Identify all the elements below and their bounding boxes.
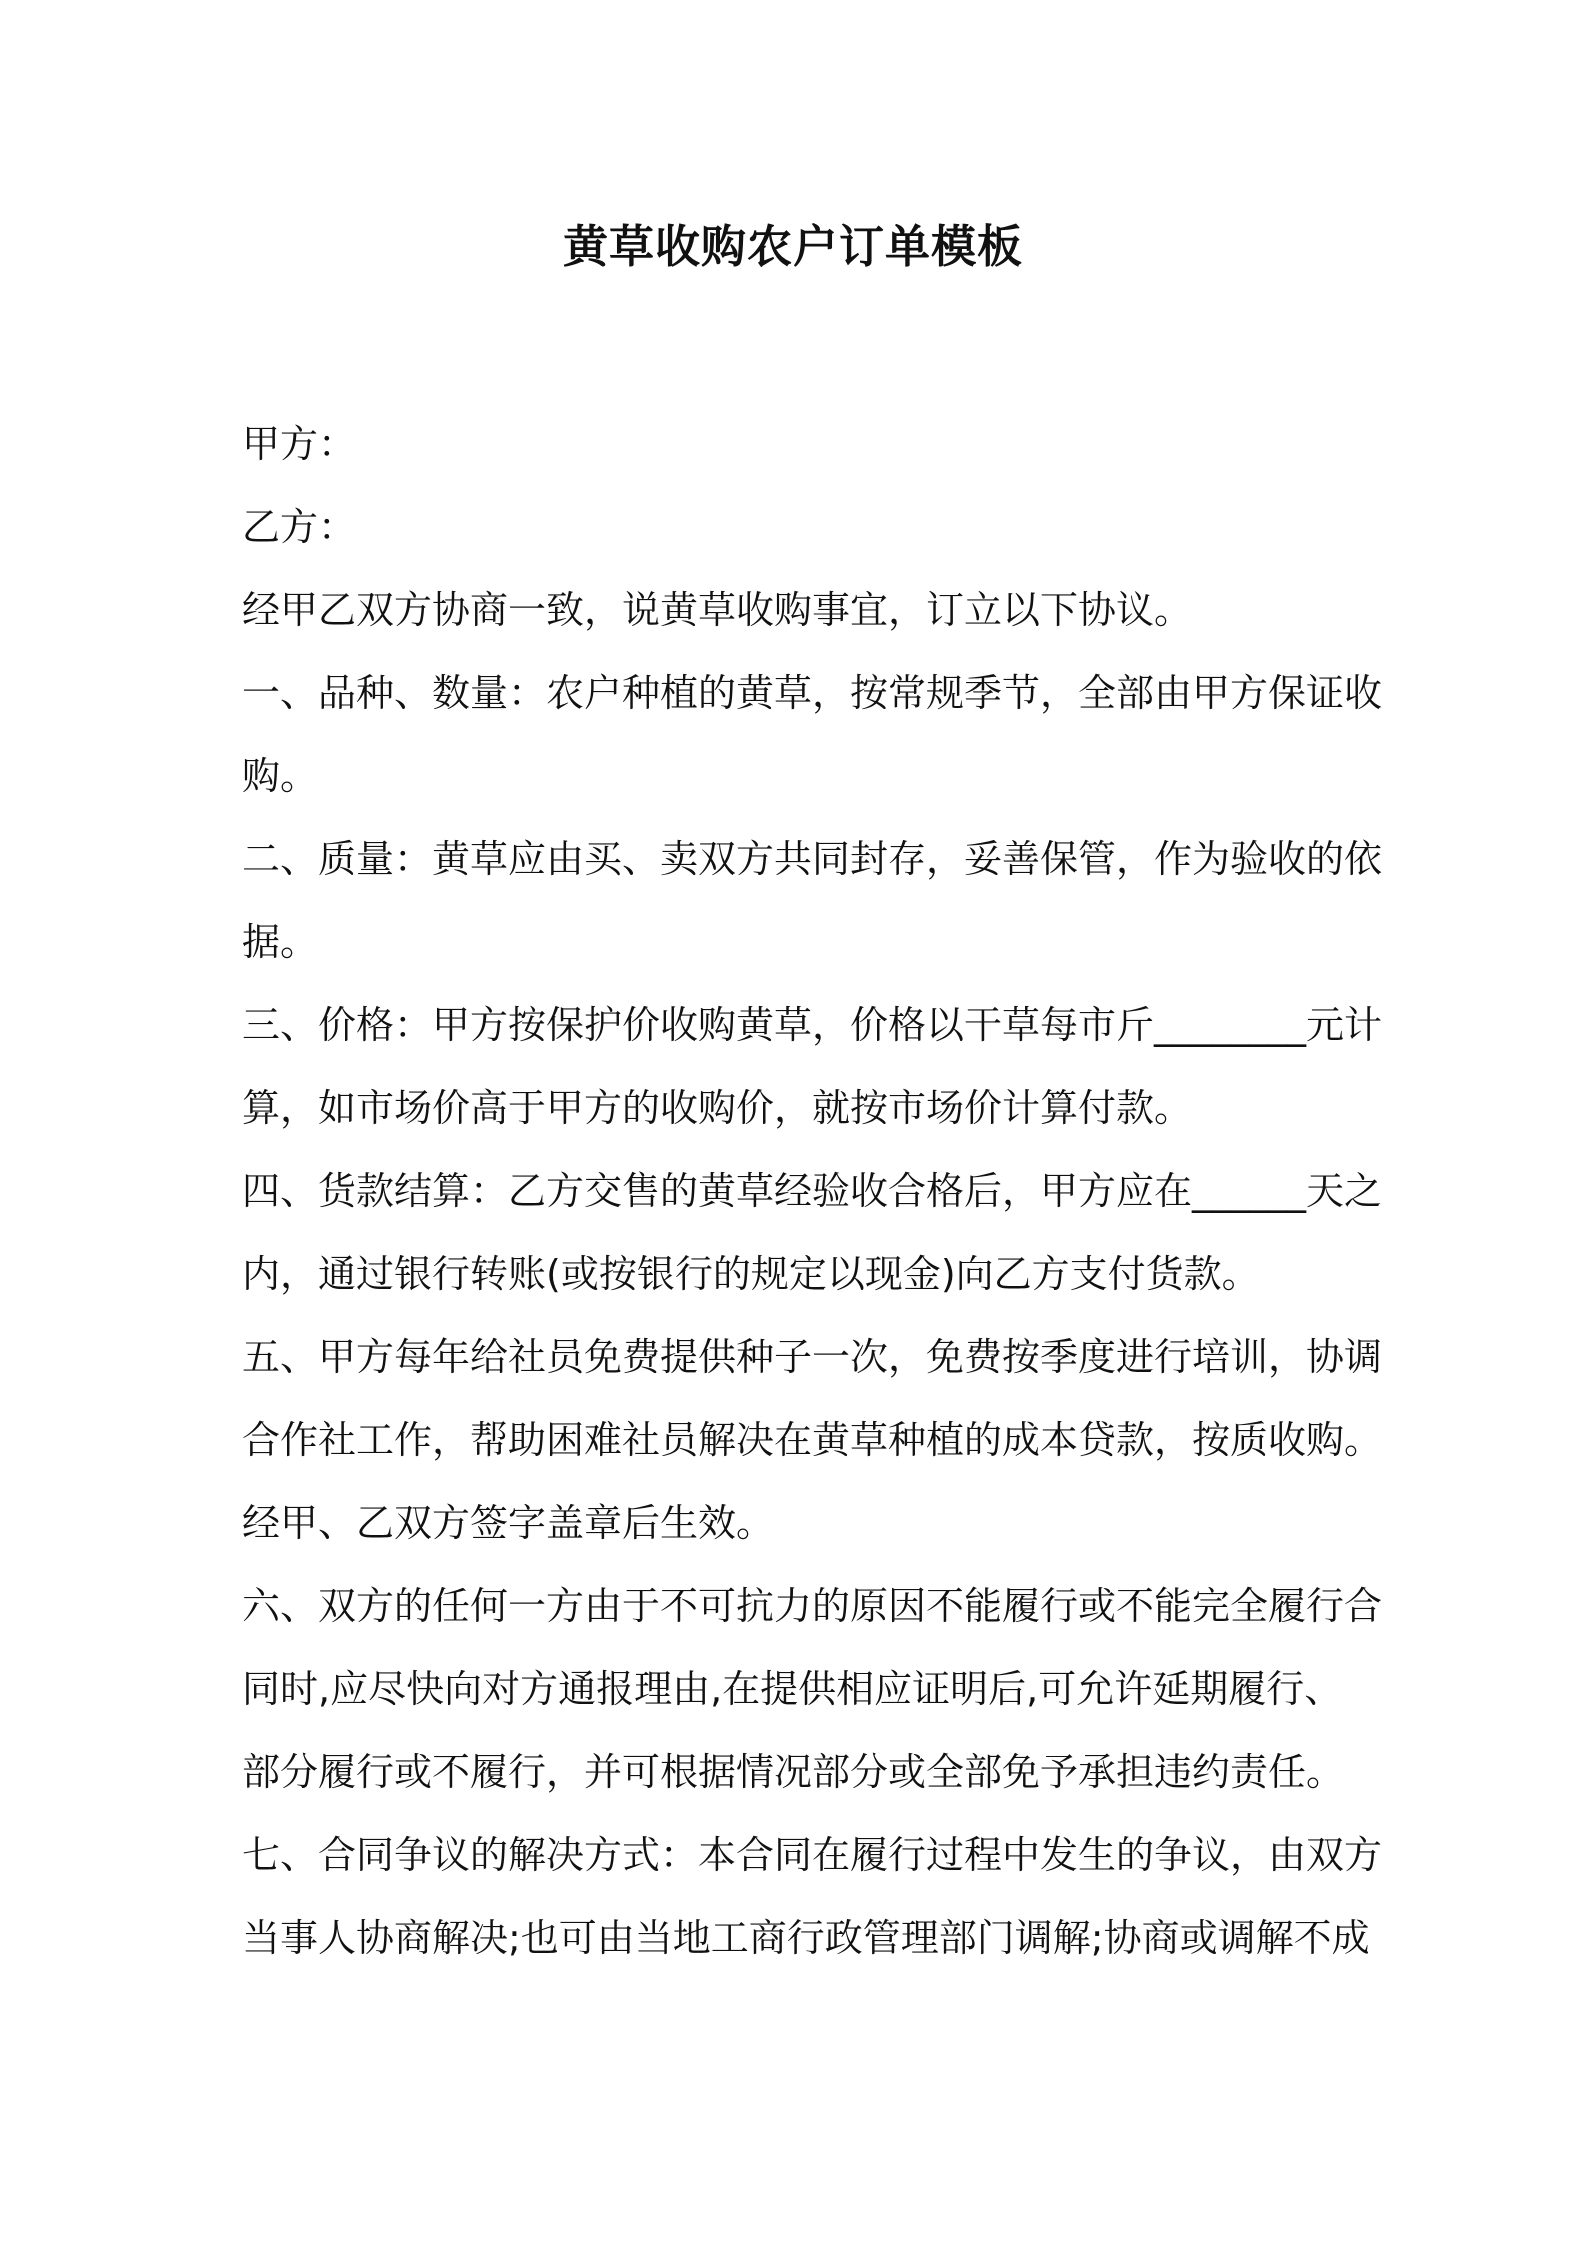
clause-2-line-2: 据。 bbox=[242, 920, 319, 964]
document-title: 黄草收购农户订单模板 bbox=[562, 220, 1023, 273]
clause-4-line-1: 四、货款结算：乙方交售的黄草经验收合格后，甲方应在______天之 bbox=[242, 1169, 1383, 1213]
clause-4-line-2: 内，通过银行转账(或按银行的规定以现金)向乙方支付货款。 bbox=[242, 1252, 1260, 1296]
clause-6-line-3: 部分履行或不履行，并可根据情况部分或全部免予承担违约责任。 bbox=[242, 1750, 1345, 1794]
clause-5-line-2: 合作社工作，帮助困难社员解决在黄草种植的成本贷款，按质收购。 bbox=[242, 1418, 1383, 1462]
clause-6-line-1: 六、双方的任何一方由于不可抗力的原因不能履行或不能完全履行合 bbox=[242, 1584, 1383, 1628]
clause-1-line-1: 一、品种、数量：农户种植的黄草，按常规季节，全部由甲方保证收 bbox=[242, 671, 1383, 715]
clause-3-line-2: 算，如市场价高于甲方的收购价，就按市场价计算付款。 bbox=[242, 1086, 1193, 1130]
clause-7-line-1: 七、合同争议的解决方式：本合同在履行过程中发生的争议，由双方 bbox=[242, 1833, 1383, 1877]
party-b-line: 乙方： bbox=[242, 505, 357, 549]
clause-6-line-2: 同时,应尽快向对方通报理由,在提供相应证明后,可允许延期履行、 bbox=[242, 1667, 1343, 1711]
clause-1-line-2: 购。 bbox=[242, 754, 319, 798]
party-a-line: 甲方： bbox=[242, 422, 357, 466]
preamble-line: 经甲乙双方协商一致，说黄草收购事宜，订立以下协议。 bbox=[242, 588, 1193, 632]
document-body bbox=[242, 403, 1383, 1980]
clause-2-line-1: 二、质量：黄草应由买、卖双方共同封存，妥善保管，作为验收的依 bbox=[242, 837, 1383, 881]
clause-3-line-1: 三、价格：甲方按保护价收购黄草，价格以干草每市斤________元计 bbox=[242, 1003, 1383, 1047]
clause-5-line-1: 五、甲方每年给社员免费提供种子一次，免费按季度进行培训，协调 bbox=[242, 1335, 1383, 1379]
clause-7-line-2: 当事人协商解决;也可由当地工商行政管理部门调解;协商或调解不成 bbox=[242, 1916, 1370, 1960]
clause-5-line-3: 经甲、乙双方签字盖章后生效。 bbox=[242, 1501, 775, 1545]
